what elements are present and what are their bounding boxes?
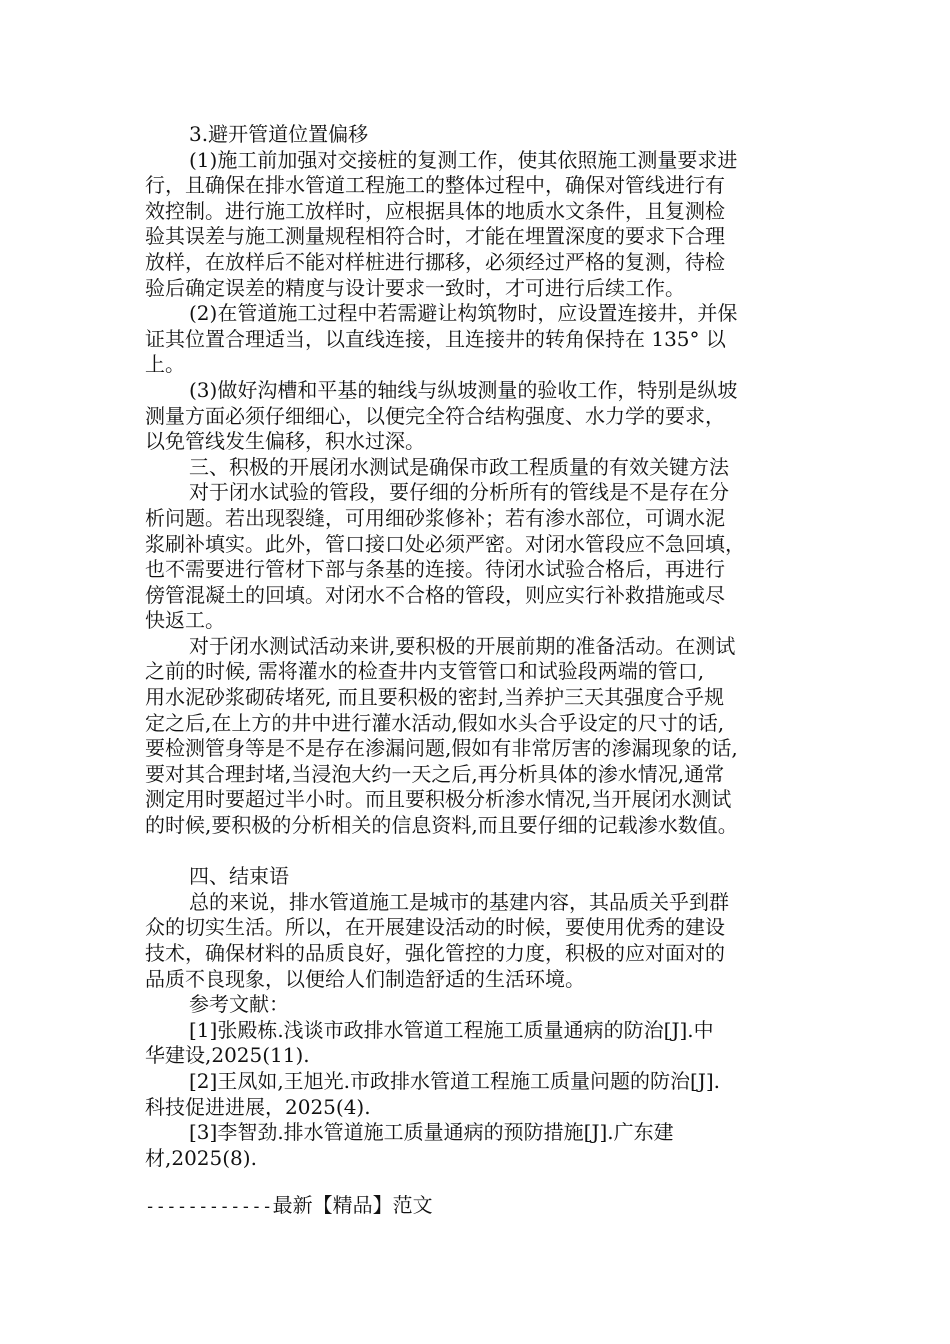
section-heading: 四、结束语 — [189, 864, 289, 889]
paragraph — [145, 301, 805, 378]
reference-line: 材,2025(8). — [145, 1145, 257, 1170]
section-heading: 三、积极的开展闭水测试是确保市政工程质量的有效关键方法 — [189, 454, 729, 479]
paragraph-line: 技术，确保材料的品质良好，强化管控的力度，积极的应对面对的 — [145, 941, 725, 965]
paragraph-line: 品质不良现象，以便给人们制造舒适的生活环境。 — [145, 966, 585, 991]
document-body — [145, 122, 805, 1171]
reference-item — [145, 1018, 805, 1069]
paragraph — [145, 378, 805, 455]
reference-line: 华建设,2025(11). — [145, 1043, 310, 1068]
paragraph-line: 以免管线发生偏移，积水过深。 — [145, 429, 425, 454]
reference-line: 科技促进进展，2025(4). — [145, 1094, 371, 1119]
paragraph-line: 傍管混凝土的回填。对闭水不合格的管段，则应实行补救措施或尽 — [145, 582, 725, 607]
paragraph-line: 测量方面必须仔细细心，以便完全符合结构强度、水力学的要求， — [145, 403, 725, 428]
paragraph-line: 验其误差与施工测量规程相符合时，才能在埋置深度的要求下合理 — [145, 224, 725, 249]
paragraph-line: 总的来说，排水管道施工是城市的基建内容，其品质关乎到群 — [189, 889, 729, 914]
reference-line: [2]王凤如,王旭光.市政排水管道工程施工质量问题的防治[J]. — [189, 1068, 721, 1093]
paragraph — [145, 634, 805, 839]
paragraph-line: 众的切实生活。所以，在开展建设活动的时候，要使用优秀的建设 — [145, 915, 725, 940]
paragraph-line: (2)在管道施工过程中若需避让构筑物时，应设置连接井，并保 — [189, 301, 738, 326]
paragraph-line: 验后确定误差的精度与设计要求一致时，才可进行后续工作。 — [145, 275, 685, 300]
paragraph-line: (3)做好沟槽和平基的轴线与纵坡测量的验收工作，特别是纵坡 — [189, 377, 738, 402]
reference-item — [145, 1120, 805, 1171]
blank-line — [145, 839, 805, 865]
reference-item — [145, 1069, 805, 1120]
paragraph-line: 析问题。若出现裂缝，可用细砂浆修补；若有渗水部位，可调水泥 — [145, 505, 725, 530]
paragraph-line: 要对其合理封堵,当浸泡大约一天之后,再分析具体的渗水情况,通常 — [145, 761, 725, 786]
paragraph — [145, 480, 805, 634]
paragraph-line: 要检测管身等是不是存在渗漏问题,假如有非常厉害的渗漏现象的话, — [145, 736, 738, 761]
footer-dashes: ------------ — [145, 1197, 273, 1217]
paragraph — [145, 890, 805, 992]
paragraph-line: 放样，在放样后不能对样桩进行挪移，必须经过严格的复测，待检 — [145, 249, 725, 274]
paragraph-line: 的时候,要积极的分析相关的信息资料,而且要仔细的记载渗水数值。 — [145, 813, 738, 838]
reference-line: [1]张殿栋.浅谈市政排水管道工程施工质量通病的防治[J].中 — [189, 1017, 714, 1042]
paragraph-line: 行，且确保在排水管道工程施工的整体过程中，确保对管线进行有 — [145, 173, 725, 198]
paragraph-line: 效控制。进行施工放样时，应根据具体的地质水文条件，且复测检 — [145, 198, 725, 223]
references-heading: 参考文献： — [189, 992, 289, 1017]
footer-banner — [145, 1192, 433, 1220]
paragraph-line: 快返工。 — [145, 608, 225, 633]
paragraph-line: 定之后,在上方的井中进行灌水活动,假如水头合乎设定的尺寸的话, — [145, 710, 725, 735]
paragraph-line: 上。 — [145, 352, 185, 377]
paragraph-line: 测定用时要超过半小时。而且要积极分析渗水情况,当开展闭水测试 — [145, 787, 732, 812]
paragraph-line: 对于闭水测试活动来讲,要积极的开展前期的准备活动。在测试 — [189, 633, 736, 658]
reference-line: [3]李智劲.排水管道施工质量通病的预防措施[J].广东建 — [189, 1120, 674, 1145]
paragraph-line: (1)施工前加强对交接桩的复测工作，使其依照施工测量要求进 — [189, 147, 738, 172]
paragraph-line: 对于闭水试验的管段，要仔细的分析所有的管线是不是存在分 — [189, 480, 729, 505]
paragraph-line: 浆刷补填实。此外，管口接口处必须严密。对闭水管段应不急回填， — [145, 531, 745, 556]
footer-text: 最新【精品】范文 — [272, 1193, 433, 1217]
section-heading: 3.避开管道位置偏移 — [189, 122, 369, 146]
paragraph-line: 也不需要进行管材下部与条基的连接。待闭水试验合格后，再进行 — [145, 557, 725, 582]
paragraph-line: 证其位置合理适当，以直线连接，且连接井的转角保持在 135° 以 — [145, 326, 726, 351]
paragraph-line: 之前的时候, 需将灌水的检查井内支管管口和试验段两端的管口, — [145, 659, 705, 684]
paragraph-line: 用水泥砂浆砌砖堵死, 而且要积极的密封,当养护三天其强度合乎规 — [145, 685, 725, 710]
paragraph — [145, 148, 805, 302]
